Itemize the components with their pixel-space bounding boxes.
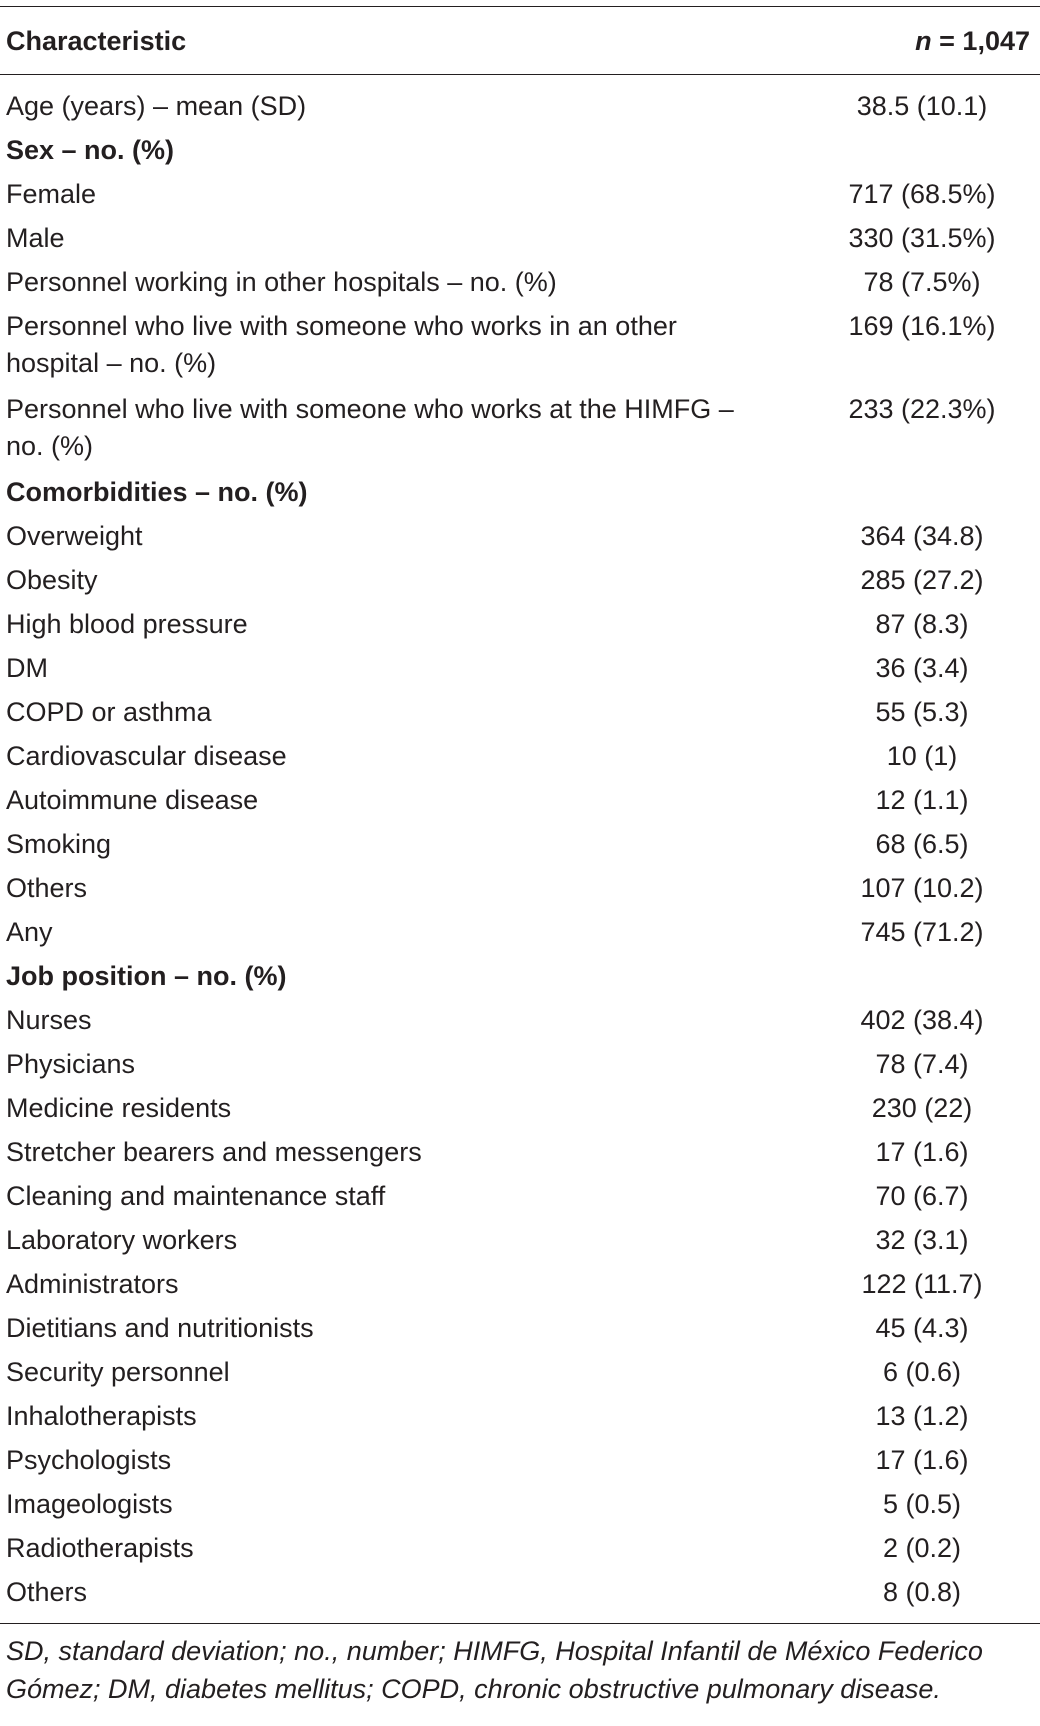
row-value: 107 (10.2) — [860, 873, 984, 903]
table-row — [0, 261, 1040, 305]
header-n-italic: n — [915, 26, 932, 56]
row-value: 745 (71.2) — [860, 917, 984, 947]
row-label: Others — [6, 1577, 88, 1607]
row-label: Dietitians and nutritionists — [6, 1313, 314, 1343]
table-row — [0, 515, 1040, 559]
row-label: Inhalotherapists — [6, 1401, 197, 1431]
table-row — [0, 603, 1040, 647]
row-value: 32 (3.1) — [875, 1225, 969, 1255]
table-row — [0, 735, 1040, 779]
row-label: Male — [6, 223, 65, 253]
table-row — [0, 388, 1040, 471]
row-value: 13 (1.2) — [875, 1401, 969, 1431]
row-value: 70 (6.7) — [875, 1181, 969, 1211]
table-row — [0, 305, 1040, 388]
row-label: Imageologists — [6, 1489, 173, 1519]
section-header-row — [0, 471, 1040, 515]
row-label: High blood pressure — [6, 609, 248, 639]
section-label: Sex – no. (%) — [6, 135, 175, 165]
row-value: 717 (68.5%) — [848, 179, 996, 209]
row-label: Administrators — [6, 1269, 179, 1299]
table-row — [0, 1175, 1040, 1219]
row-value: 6 (0.6) — [882, 1357, 962, 1387]
row-label: Any — [6, 917, 53, 947]
table-row — [0, 1395, 1040, 1439]
row-label: Personnel who live with someone who works at the HIMFG – no. (%) — [6, 394, 734, 461]
row-label: Others — [6, 873, 88, 903]
row-value: 8 (0.8) — [882, 1577, 962, 1607]
section-header-row — [0, 129, 1040, 173]
row-label: Security personnel — [6, 1357, 230, 1387]
table-row — [0, 1527, 1040, 1571]
table-row — [0, 867, 1040, 911]
section-header-row — [0, 955, 1040, 999]
row-label: Age (years) – mean (SD) — [6, 91, 307, 121]
table-row — [0, 1131, 1040, 1175]
table-row — [0, 1263, 1040, 1307]
table-row — [0, 911, 1040, 955]
row-value: 36 (3.4) — [875, 653, 969, 683]
row-value: 330 (31.5%) — [848, 223, 996, 253]
row-value: 2 (0.2) — [882, 1533, 962, 1563]
row-value: 233 (22.3%) — [848, 394, 996, 424]
row-value: 12 (1.1) — [875, 785, 969, 815]
table-row — [0, 1043, 1040, 1087]
section-label: Job position – no. (%) — [6, 961, 287, 991]
row-label: Cardiovascular disease — [6, 741, 287, 771]
row-label: Stretcher bearers and messengers — [6, 1137, 422, 1167]
row-label: Nurses — [6, 1005, 92, 1035]
row-label: Medicine residents — [6, 1093, 232, 1123]
row-value: 402 (38.4) — [860, 1005, 984, 1035]
row-label: COPD or asthma — [6, 697, 212, 727]
table-row — [0, 1439, 1040, 1483]
row-label: Overweight — [6, 521, 143, 551]
row-value: 68 (6.5) — [875, 829, 969, 859]
row-value: 17 (1.6) — [875, 1137, 969, 1167]
row-value: 87 (8.3) — [875, 609, 969, 639]
table-header-row — [0, 7, 1040, 74]
table-row — [0, 217, 1040, 261]
row-label: Cleaning and maintenance staff — [6, 1181, 386, 1211]
row-label: Laboratory workers — [6, 1225, 238, 1255]
table-row — [0, 647, 1040, 691]
row-value: 10 (1) — [886, 741, 958, 771]
header-n-value: = 1,047 — [931, 26, 1030, 56]
header-n — [786, 23, 1032, 60]
row-value: 364 (34.8) — [860, 521, 984, 551]
row-value: 78 (7.5%) — [863, 267, 981, 297]
row-value: 5 (0.5) — [882, 1489, 962, 1519]
row-label: Radiotherapists — [6, 1533, 194, 1563]
row-value: 45 (4.3) — [875, 1313, 969, 1343]
table-row — [0, 823, 1040, 867]
row-label: Obesity — [6, 565, 98, 595]
table-row — [0, 85, 1040, 129]
table-row — [0, 559, 1040, 603]
row-value: 55 (5.3) — [875, 697, 969, 727]
row-value: 17 (1.6) — [875, 1445, 969, 1475]
row-label: Autoimmune disease — [6, 785, 259, 815]
table-row — [0, 1483, 1040, 1527]
row-label: DM — [6, 653, 48, 683]
row-value: 169 (16.1%) — [848, 311, 996, 341]
table-row — [0, 691, 1040, 735]
row-label: Physicians — [6, 1049, 136, 1079]
row-label: Personnel working in other hospitals – no. (%) — [6, 267, 557, 297]
table-row — [0, 1571, 1040, 1615]
table-row — [0, 1351, 1040, 1395]
row-label: Female — [6, 179, 97, 209]
row-label: Psychologists — [6, 1445, 172, 1475]
table-row — [0, 173, 1040, 217]
row-value: 78 (7.4) — [875, 1049, 969, 1079]
table-row — [0, 1087, 1040, 1131]
row-value: 122 (11.7) — [861, 1269, 983, 1299]
table-body — [0, 85, 1040, 1615]
header-characteristic: Characteristic — [6, 26, 187, 56]
table-row — [0, 1307, 1040, 1351]
table-footnote: SD, standard deviation; no., number; HIMFG, Hospital Infantil de México Federico Gómez; DM, diabetes mellitus; COPD, chronic obstructive pulmonary disease. — [6, 1636, 983, 1704]
row-label: Smoking — [6, 829, 112, 859]
row-value: 230 (22) — [871, 1093, 973, 1123]
row-value: 38.5 (10.1) — [856, 91, 988, 121]
row-label: Personnel who live with someone who works in an other hospital – no. (%) — [6, 311, 677, 378]
section-label: Comorbidities – no. (%) — [6, 477, 308, 507]
table-row — [0, 1219, 1040, 1263]
table-row — [0, 999, 1040, 1043]
row-value: 285 (27.2) — [860, 565, 984, 595]
table-row — [0, 779, 1040, 823]
